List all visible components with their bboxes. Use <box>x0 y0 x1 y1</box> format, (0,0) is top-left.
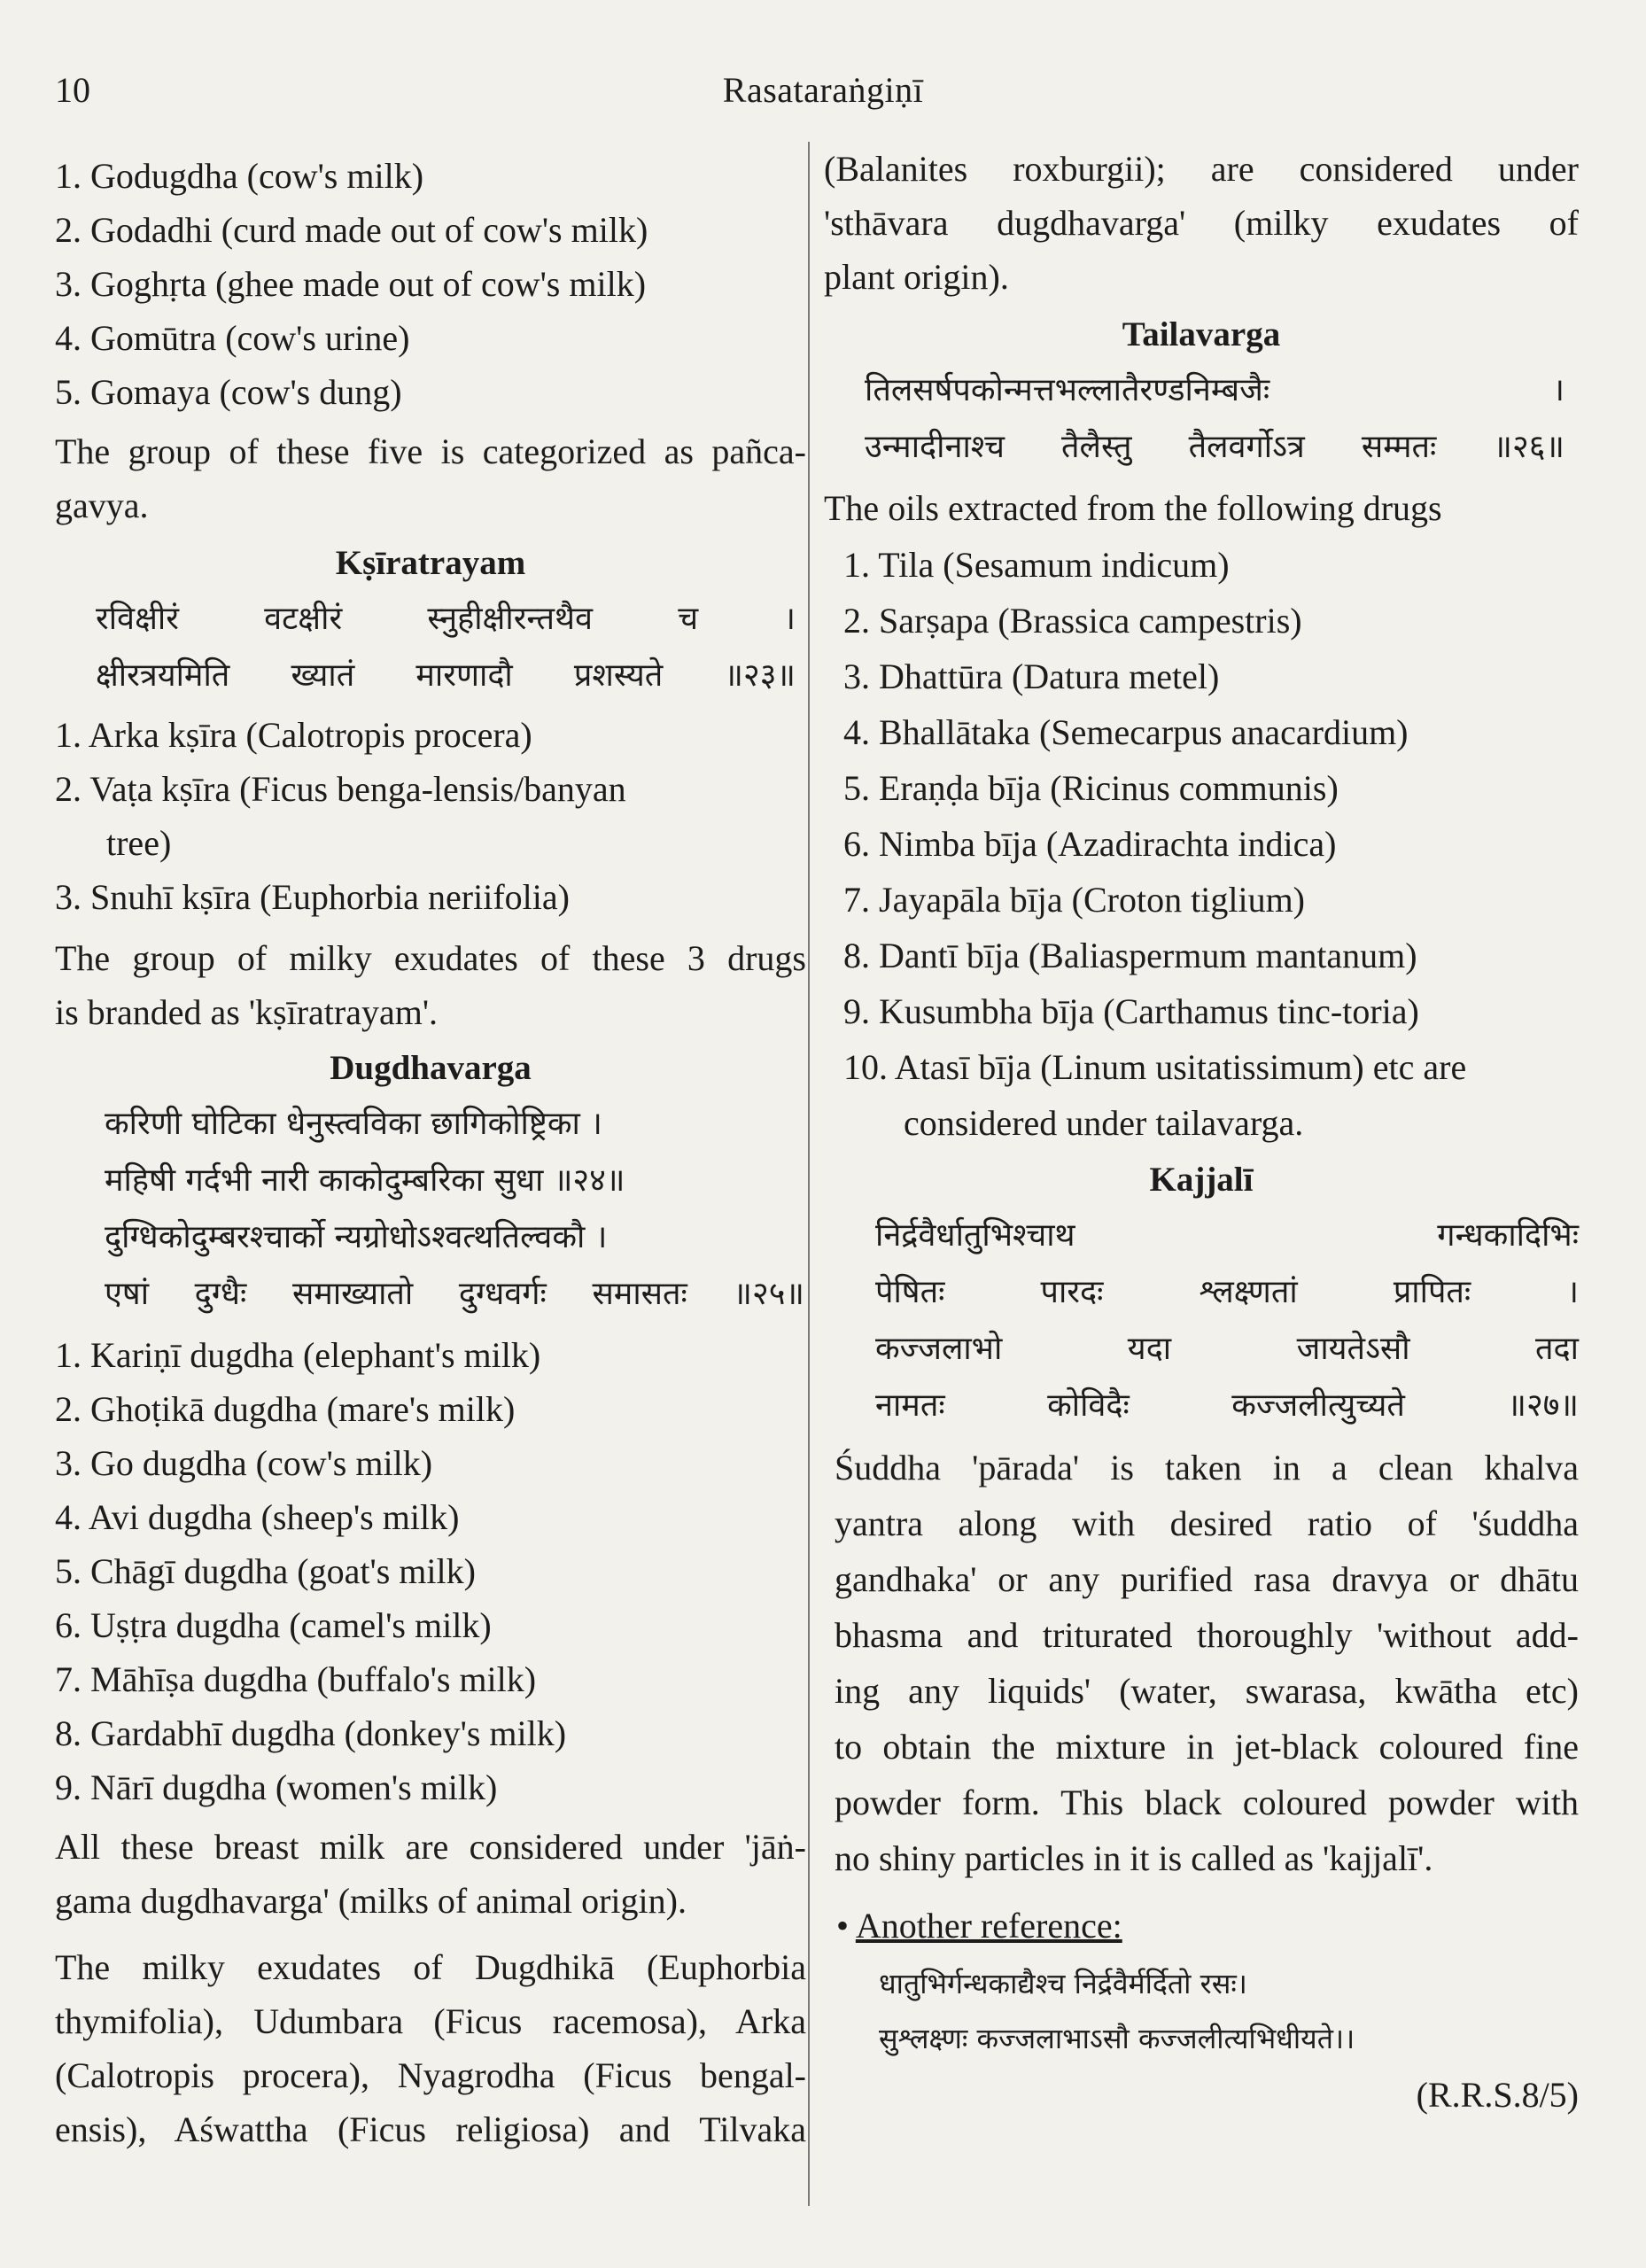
paragraph-line: The group of milky exudates of these 3 drugs <box>55 938 806 978</box>
verse-line: रविक्षीरं वटक्षीरं स्नुहीक्षीरन्तथैव च । <box>96 601 796 637</box>
paragraph-line: The milky exudates of Dugdhikā (Euphorbia <box>55 1947 806 1987</box>
jangama-note <box>55 1820 806 1928</box>
dugdhavarga-list <box>55 1328 806 1814</box>
tailavarga-verse <box>824 362 1564 476</box>
verse-line: उन्मादीनाश्च तैलैस्तु तैलवर्गोऽत्र सम्मतः ॥२६॥ <box>865 429 1564 465</box>
dugdhavarga-verse <box>55 1096 804 1323</box>
list-item: 6. Nimba bīja (Azadirachta indica) <box>843 824 1337 864</box>
tailavarga-list <box>824 537 1579 1151</box>
list-item: 5. Chāgī dugdha (goat's milk) <box>55 1551 476 1591</box>
list-item: 7. Māhīṣa dugdha (buffalo's milk) <box>55 1659 537 1699</box>
list-item: 4. Bhallātaka (Semecarpus anacardium) <box>843 712 1409 752</box>
list-item: 1. Godugdha (cow's milk) <box>55 156 424 196</box>
tailavarga-intro: The oils extracted from the following drugs <box>824 488 1442 528</box>
column-divider <box>808 142 810 2206</box>
paragraph-line: Śuddha 'pārada' is taken in a clean khalva <box>835 1448 1579 1487</box>
pancagavya-list <box>55 149 806 419</box>
paragraph-line: gavya. <box>55 485 149 525</box>
verse-line: तिलसर्षपकोन्मत्तभल्लातैरण्डनिम्बजैः । <box>865 372 1564 408</box>
ksiratrayam-heading: Kṣīratrayam <box>335 544 526 582</box>
paragraph-line: gama dugdhavarga' (milks of animal origin). <box>55 1881 687 1921</box>
list-item: 9. Kusumbha bīja (Carthamus tinc-toria) <box>843 991 1419 1031</box>
list-item: 9. Nārī dugdha (women's milk) <box>55 1767 498 1807</box>
another-reference <box>824 1899 1579 1953</box>
verse-line: पेषितः पारदः श्लक्ष्णतां प्रापितः । <box>875 1274 1579 1310</box>
paragraph-line: is branded as 'kṣīratrayam'. <box>55 992 439 1032</box>
ksiratrayam-list <box>55 708 806 924</box>
verse-line: निर्द्रवैर्धातुभिश्चाथ गन्धकादिभिः <box>875 1217 1579 1254</box>
left-column <box>55 149 806 2156</box>
list-item: 3. Go dugdha (cow's milk) <box>55 1443 433 1483</box>
list-item: 1. Kariṇī dugdha (elephant's milk) <box>55 1335 541 1375</box>
verse-line: दुग्धिकोदुम्बरश्चार्को न्यग्रोधोऽश्वत्थतिल्वकौ । <box>105 1219 608 1255</box>
list-item: 2. Sarṣapa (Brassica campestris) <box>843 601 1302 641</box>
ksiratrayam-verse <box>55 591 796 704</box>
verse-line: क्षीरत्रयमिति ख्यातं मारणादौ प्रशस्यते ॥२३॥ <box>96 657 796 694</box>
list-item: 2. Ghoṭikā dugdha (mare's milk) <box>55 1389 516 1429</box>
verse-line: सुश्लक्ष्णः कज्जलाभाऽसौ कज्जलीत्यभिधीयते।। <box>879 2022 1355 2055</box>
list-item: 2. Vaṭa kṣīra (Ficus benga-lensis/banyan <box>55 769 626 809</box>
paragraph-line: powder form. This black coloured powder with <box>835 1783 1579 1822</box>
running-head: Rasataraṅgiṇī <box>722 70 924 110</box>
list-item: 1. Arka kṣīra (Calotropis procera) <box>55 715 532 755</box>
paragraph-line: (Calotropis procera), Nyagrodha (Ficus bengal- <box>55 2055 806 2095</box>
verse-line: नामतः कोविदैः कज्जलीत्युच्यते ॥२७॥ <box>875 1387 1579 1424</box>
dugdhavarga-heading: Dugdhavarga <box>330 1049 532 1087</box>
paragraph-line: plant origin). <box>824 257 1009 297</box>
paragraph-line: to obtain the mixture in jet-black coloured fine <box>835 1727 1579 1767</box>
paragraph-line: (Balanites roxburgii); are considered under <box>824 149 1579 189</box>
another-reference-verse <box>824 1956 1579 2066</box>
paragraph-line: gandhaka' or any purified rasa dravya or dhātu <box>835 1559 1579 1599</box>
paragraph-line: 'sthāvara dugdhavarga' (milky exudates of <box>824 203 1579 243</box>
list-item: 8. Dantī bīja (Baliaspermum mantanum) <box>843 936 1417 975</box>
verse-line: धातुभिर्गन्धकाद्यैश्च निर्द्रवैर्मर्दितो रसः। <box>879 1967 1247 2000</box>
verse-line: कज्जलाभो यदा जायतेऽसौ तदा <box>875 1331 1579 1367</box>
verse-line: करिणी घोटिका धेनुस्त्वविका छागिकोष्ट्रिका । <box>105 1106 602 1142</box>
list-item: 8. Gardabhī dugdha (donkey's milk) <box>55 1713 567 1753</box>
paragraph-line: no shiny particles in it is called as 'kajjalī'. <box>835 1838 1433 1878</box>
list-item: 3. Dhattūra (Datura metel) <box>843 656 1220 696</box>
list-item: 4. Avi dugdha (sheep's milk) <box>55 1497 460 1537</box>
list-item: tree) <box>106 823 172 863</box>
kajjali-paragraph <box>824 1440 1579 1886</box>
paragraph-line: ing any liquids' (water, swarasa, kwātha etc) <box>835 1671 1579 1711</box>
bullet-icon: • <box>836 1906 850 1946</box>
right-column <box>824 142 1579 2122</box>
list-item: 3. Goghṛta (ghee made out of cow's milk) <box>55 264 647 304</box>
list-item: 4. Gomūtra (cow's urine) <box>55 318 410 358</box>
another-reference-label: Another reference: <box>855 1906 1122 1946</box>
list-item: 7. Jayapāla bīja (Croton tiglium) <box>843 880 1305 920</box>
page-number: 10 <box>55 70 90 110</box>
citation: (R.R.S.8/5) <box>1416 2075 1579 2115</box>
tailavarga-heading: Tailavarga <box>1122 315 1281 353</box>
list-item: 5. Gomaya (cow's dung) <box>55 372 402 412</box>
paragraph-line: ensis), Aśwattha (Ficus religiosa) and Tilvaka <box>55 2109 806 2149</box>
paragraph-line: All these breast milk are considered under 'jāṅ- <box>55 1827 806 1867</box>
list-item: 2. Godadhi (curd made out of cow's milk) <box>55 210 648 250</box>
kajjali-verse <box>824 1208 1579 1434</box>
paragraph-line: thymifolia), Udumbara (Ficus racemosa), Arka <box>55 2001 806 2041</box>
list-item: 1. Tila (Sesamum indicum) <box>843 545 1230 585</box>
continuation-paragraph <box>824 142 1579 304</box>
paragraph-line: The group of these five is categorized as pañca- <box>55 431 806 471</box>
verse-line: एषां दुग्धैः समाख्यातो दुग्धवर्गः समासतः ॥२५॥ <box>105 1276 804 1312</box>
list-item: 5. Eraṇḍa bīja (Ricinus communis) <box>843 768 1339 808</box>
paragraph-line: bhasma and triturated thoroughly 'without add- <box>835 1615 1579 1655</box>
exudates-paragraph <box>55 1940 806 2156</box>
paragraph-line: yantra along with desired ratio of 'śuddha <box>835 1503 1579 1543</box>
list-item: considered under tailavarga. <box>904 1103 1304 1143</box>
list-item: 6. Uṣṭra dugdha (camel's milk) <box>55 1605 492 1645</box>
verse-line: महिषी गर्दभी नारी काकोदुम्बरिका सुधा ॥२४॥ <box>105 1162 625 1199</box>
pancagavya-note <box>55 424 806 532</box>
ksiratrayam-note <box>55 931 806 1039</box>
list-item: 3. Snuhī kṣīra (Euphorbia neriifolia) <box>55 877 570 917</box>
list-item: 10. Atasī bīja (Linum usitatissimum) etc are <box>843 1047 1467 1087</box>
kajjali-heading: Kajjalī <box>1149 1161 1254 1199</box>
